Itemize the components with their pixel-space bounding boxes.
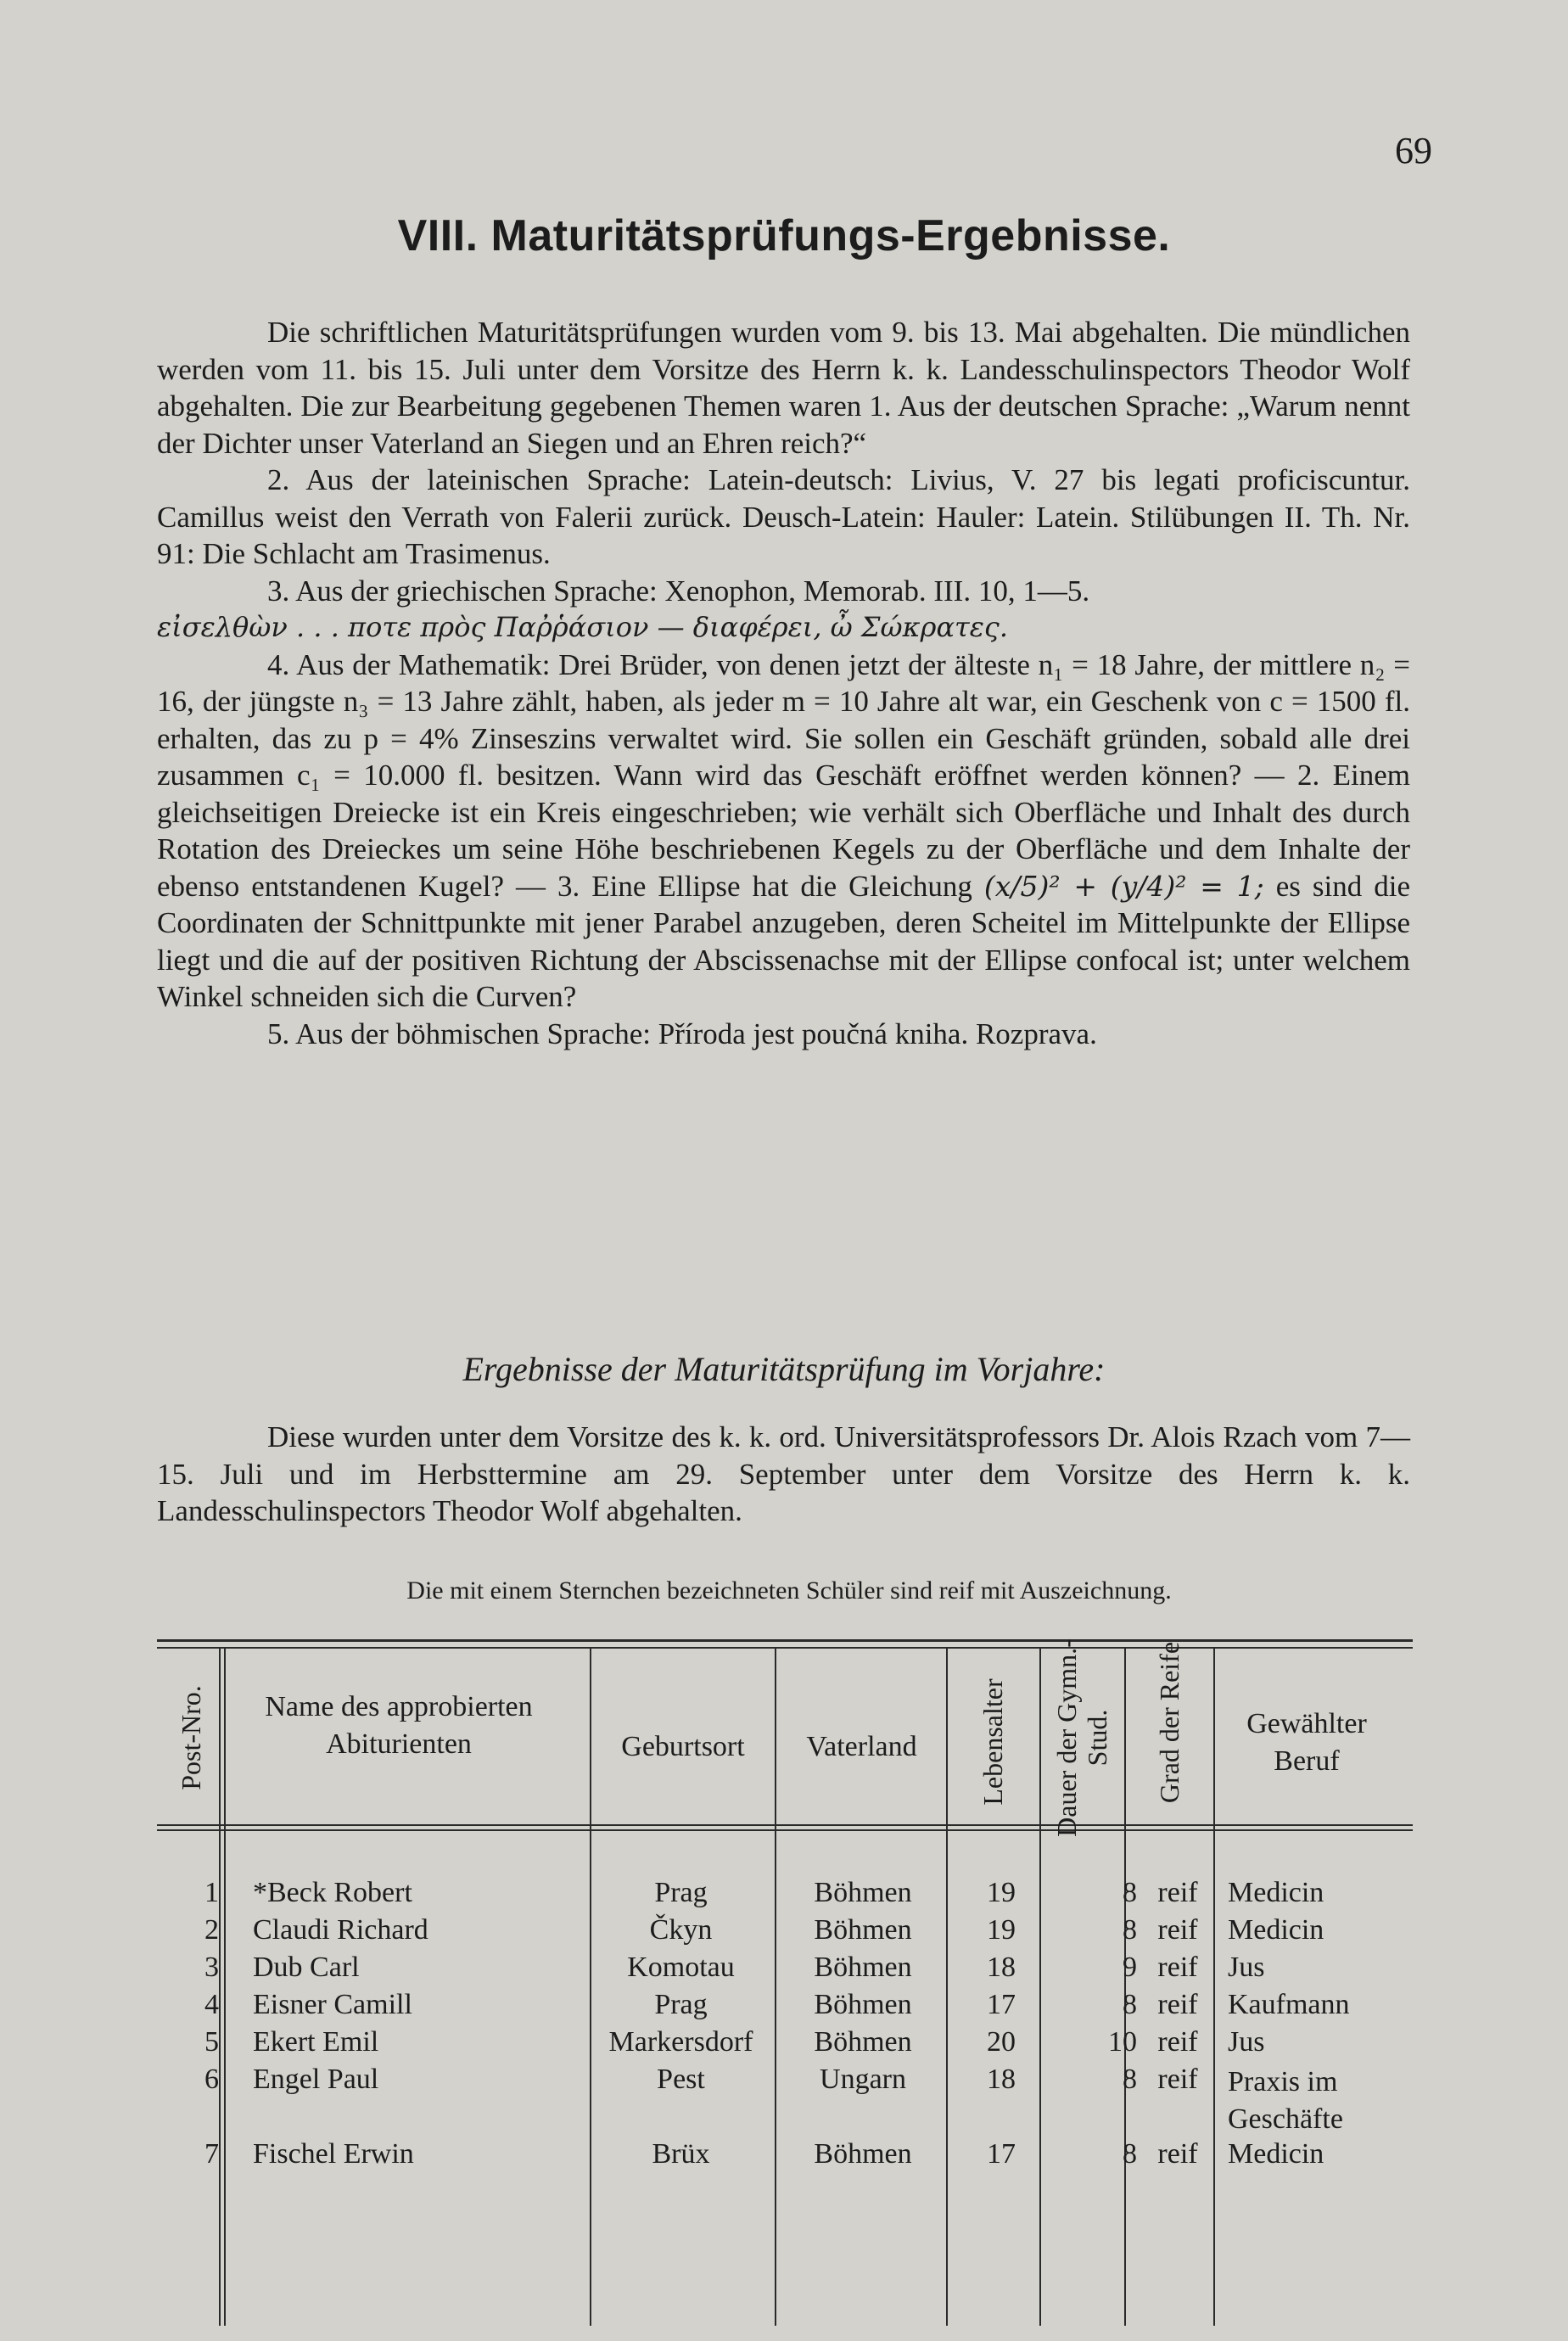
cell-no: 5 bbox=[204, 2026, 219, 2058]
cell-geburtsort: Brüx bbox=[652, 2138, 710, 2170]
greek-topic: 3. Aus der griechischen Sprache: Xenophon, Memorab. III. 10, 1—5. bbox=[267, 574, 1090, 608]
cell-geburtsort: Prag bbox=[654, 1989, 708, 2020]
cell-no: 7 bbox=[204, 2138, 219, 2170]
cell-geburtsort: Čkyn bbox=[649, 1914, 713, 1946]
cell-dauer: 9 bbox=[1123, 1952, 1137, 1983]
greek-quote: εἰσελθὼν . . . ποτε πρὸς Παῤῥάσιον — διαφέρει, ὦ Σώκρατες. bbox=[157, 611, 1009, 643]
cell-vaterland: Böhmen bbox=[814, 1952, 912, 1983]
cell-geburtsort: Pest bbox=[657, 2064, 705, 2095]
cell-beruf: Jus bbox=[1228, 2026, 1265, 2058]
header-geburtsort: Geburtsort bbox=[621, 1731, 745, 1762]
header-grad: Grad der Reife bbox=[1154, 1641, 1184, 1804]
distinction-note: Die mit einem Sternchen bezeichneten Schüler sind reif mit Auszeichnung. bbox=[406, 1577, 1172, 1605]
cell-dauer: 8 bbox=[1123, 1989, 1137, 2020]
cell-name: Dub Carl bbox=[253, 1952, 360, 1983]
cell-beruf: Kaufmann bbox=[1228, 1989, 1350, 2020]
cell-no: 4 bbox=[204, 1989, 219, 2020]
math-topic-part1: 4. Aus der Mathematik: Drei Brüder, von denen jetzt der älteste n₁ = 18 Jahre, der mittlere n₂ = 16, der jüngste n₃ = 13 Jahre zählt, haben, als jeder m = 10 Jahre alt war, ein Geschenk von c = 1500 fl. erhalten, das zu p = 4% Zinseszins verwaltet wird. Sie sollen ein Geschäft gründen, sobald alle drei zusammen c₁ = 10.000 fl. besitzen. Wann wird das Geschäft eröffnet werden können? — 2. Einem gleichseitigen Dreiecke ist ein Kreis eingeschrieben; wie verhält sich Oberfläche und Inhalt des durch Rotation des Dreieckes um seine Höhe beschriebenen Kegels zu der Oberfläche und dem Inhalte der ebenso entstandenen Kugel? — 3. Eine Ellipse hat die Gleichung bbox=[157, 647, 1410, 903]
exam-topics bbox=[157, 314, 1410, 1052]
cell-grad: reif bbox=[1157, 1989, 1198, 2020]
cell-lebensalter: 19 bbox=[987, 1877, 1016, 1908]
header-dauer: Dauer der Gymn.-Stud. bbox=[1051, 1638, 1112, 1837]
header-name: Name des approbierten Abiturienten bbox=[265, 1691, 533, 1760]
math-topic-part2: es sind die Coordinaten der Schnittpunkte mit jener Parabel anzugeben, deren Scheitel im Mittelpunkte der Ellipse liegt und die auf der positiven Richtung der Abscissenachse mit der Ellipse confocal ist; unter welchem Winkel schneiden sich die Curven? bbox=[157, 869, 1411, 1013]
cell-lebensalter: 17 bbox=[987, 1989, 1016, 2020]
cell-dauer: 8 bbox=[1123, 1914, 1137, 1946]
table-row bbox=[0, 2026, 1568, 2064]
cell-lebensalter: 19 bbox=[987, 1914, 1016, 1946]
table-top-rule-2 bbox=[157, 1647, 1413, 1649]
previous-year-section bbox=[157, 1419, 1410, 1530]
bohemian-topic: 5. Aus der böhmischen Sprache: Příroda jest poučná kniha. Rozprava. bbox=[267, 1016, 1097, 1050]
cell-no: 6 bbox=[204, 2064, 219, 2095]
header-vaterland: Vaterland bbox=[806, 1731, 917, 1762]
cell-grad: reif bbox=[1157, 1914, 1198, 1946]
cell-vaterland: Böhmen bbox=[814, 2138, 912, 2170]
previous-year-heading: Ergebnisse der Maturitätsprüfung im Vorjahre: bbox=[462, 1350, 1106, 1388]
header-lebensalter: Lebensalter bbox=[977, 1678, 1008, 1806]
cell-name: Eisner Camill bbox=[253, 1989, 412, 2020]
cell-lebensalter: 20 bbox=[987, 2026, 1016, 2058]
cell-beruf: Praxis im Geschäfte bbox=[1228, 2066, 1343, 2135]
cell-grad: reif bbox=[1157, 2138, 1198, 2170]
cell-beruf: Medicin bbox=[1228, 1914, 1324, 1946]
cell-no: 2 bbox=[204, 1914, 219, 1946]
cell-name: *Beck Robert bbox=[253, 1877, 412, 1908]
header-post-nro: Post-Nro. bbox=[176, 1685, 206, 1790]
ellipse-equation: (x/5)² + (y/4)² = 1; bbox=[983, 869, 1264, 903]
cell-grad: reif bbox=[1157, 1877, 1198, 1908]
cell-no: 3 bbox=[204, 1952, 219, 1983]
cell-dauer: 8 bbox=[1123, 1877, 1137, 1908]
cell-beruf: Jus bbox=[1228, 1952, 1265, 1983]
table-row bbox=[0, 2064, 1568, 2138]
table-row bbox=[0, 1914, 1568, 1952]
intro-paragraph: Die schriftlichen Maturitätsprüfungen wurden vom 9. bis 13. Mai abgehalten. Die mündlichen werden vom 11. bis 15. Juli unter dem Vorsitze des Herrn k. k. Landesschulinspectors Theodor Wolf abgehalten. Die zur Bearbeitung gegebenen Themen waren 1. Aus der deutschen Sprache: „Warum nennt der Dichter unser Vaterland an Siegen und an Ehren reich?“ bbox=[157, 316, 1410, 460]
table-header-rule-2 bbox=[157, 1829, 1413, 1831]
page-number: 69 bbox=[1395, 130, 1432, 171]
math-topic bbox=[157, 647, 1410, 1016]
cell-geburtsort: Markersdorf bbox=[608, 2026, 753, 2058]
cell-name: Engel Paul bbox=[253, 2064, 379, 2095]
table-row bbox=[0, 1877, 1568, 1914]
cell-beruf: Medicin bbox=[1228, 1877, 1324, 1908]
cell-vaterland: Böhmen bbox=[814, 1914, 912, 1946]
cell-grad: reif bbox=[1157, 1952, 1198, 1983]
cell-grad: reif bbox=[1157, 2064, 1198, 2095]
table-header-rule bbox=[157, 1824, 1413, 1826]
cell-name: Claudi Richard bbox=[253, 1914, 428, 1946]
cell-beruf: Medicin bbox=[1228, 2138, 1324, 2170]
cell-name: Ekert Emil bbox=[253, 2026, 379, 2058]
table-row bbox=[0, 1989, 1568, 2026]
cell-dauer: 8 bbox=[1123, 2138, 1137, 2170]
header-beruf: Gewählter Beruf bbox=[1246, 1708, 1367, 1777]
cell-dauer: 8 bbox=[1123, 2064, 1137, 2095]
cell-dauer: 10 bbox=[1108, 2026, 1137, 2058]
cell-geburtsort: Prag bbox=[654, 1877, 708, 1908]
latin-topic: 2. Aus der lateinischen Sprache: Latein-deutsch: Livius, V. 27 bis legati proficiscuntur. Camillus weist den Verrath von Falerii zurück. Deusch-Latein: Hauler: Latein. Stilübungen II. Th. Nr. 91: Die Schlacht am Trasimenus. bbox=[157, 463, 1410, 570]
section-heading: VIII. Maturitätsprüfungs-Ergebnisse. bbox=[397, 211, 1171, 260]
cell-vaterland: Böhmen bbox=[814, 2026, 912, 2058]
cell-lebensalter: 18 bbox=[987, 1952, 1016, 1983]
table-row bbox=[0, 1952, 1568, 1989]
cell-lebensalter: 18 bbox=[987, 2064, 1016, 2095]
cell-vaterland: Böhmen bbox=[814, 1877, 912, 1908]
cell-lebensalter: 17 bbox=[987, 2138, 1016, 2170]
cell-name: Fischel Erwin bbox=[253, 2138, 414, 2170]
table-row bbox=[0, 2138, 1568, 2176]
cell-grad: reif bbox=[1157, 2026, 1198, 2058]
previous-year-paragraph: Diese wurden unter dem Vorsitze des k. k. ord. Universitätsprofessors Dr. Alois Rzach vom 7—15. Juli und im Herbsttermine am 29. September unter dem Vorsitze des Herrn k. k. Landesschulinspectors Theodor Wolf abgehalten. bbox=[157, 1420, 1410, 1527]
cell-vaterland: Ungarn bbox=[820, 2064, 906, 2095]
cell-no: 1 bbox=[204, 1877, 219, 1908]
cell-vaterland: Böhmen bbox=[814, 1989, 912, 2020]
table-top-rule bbox=[157, 1639, 1413, 1642]
cell-geburtsort: Komotau bbox=[627, 1952, 735, 1983]
